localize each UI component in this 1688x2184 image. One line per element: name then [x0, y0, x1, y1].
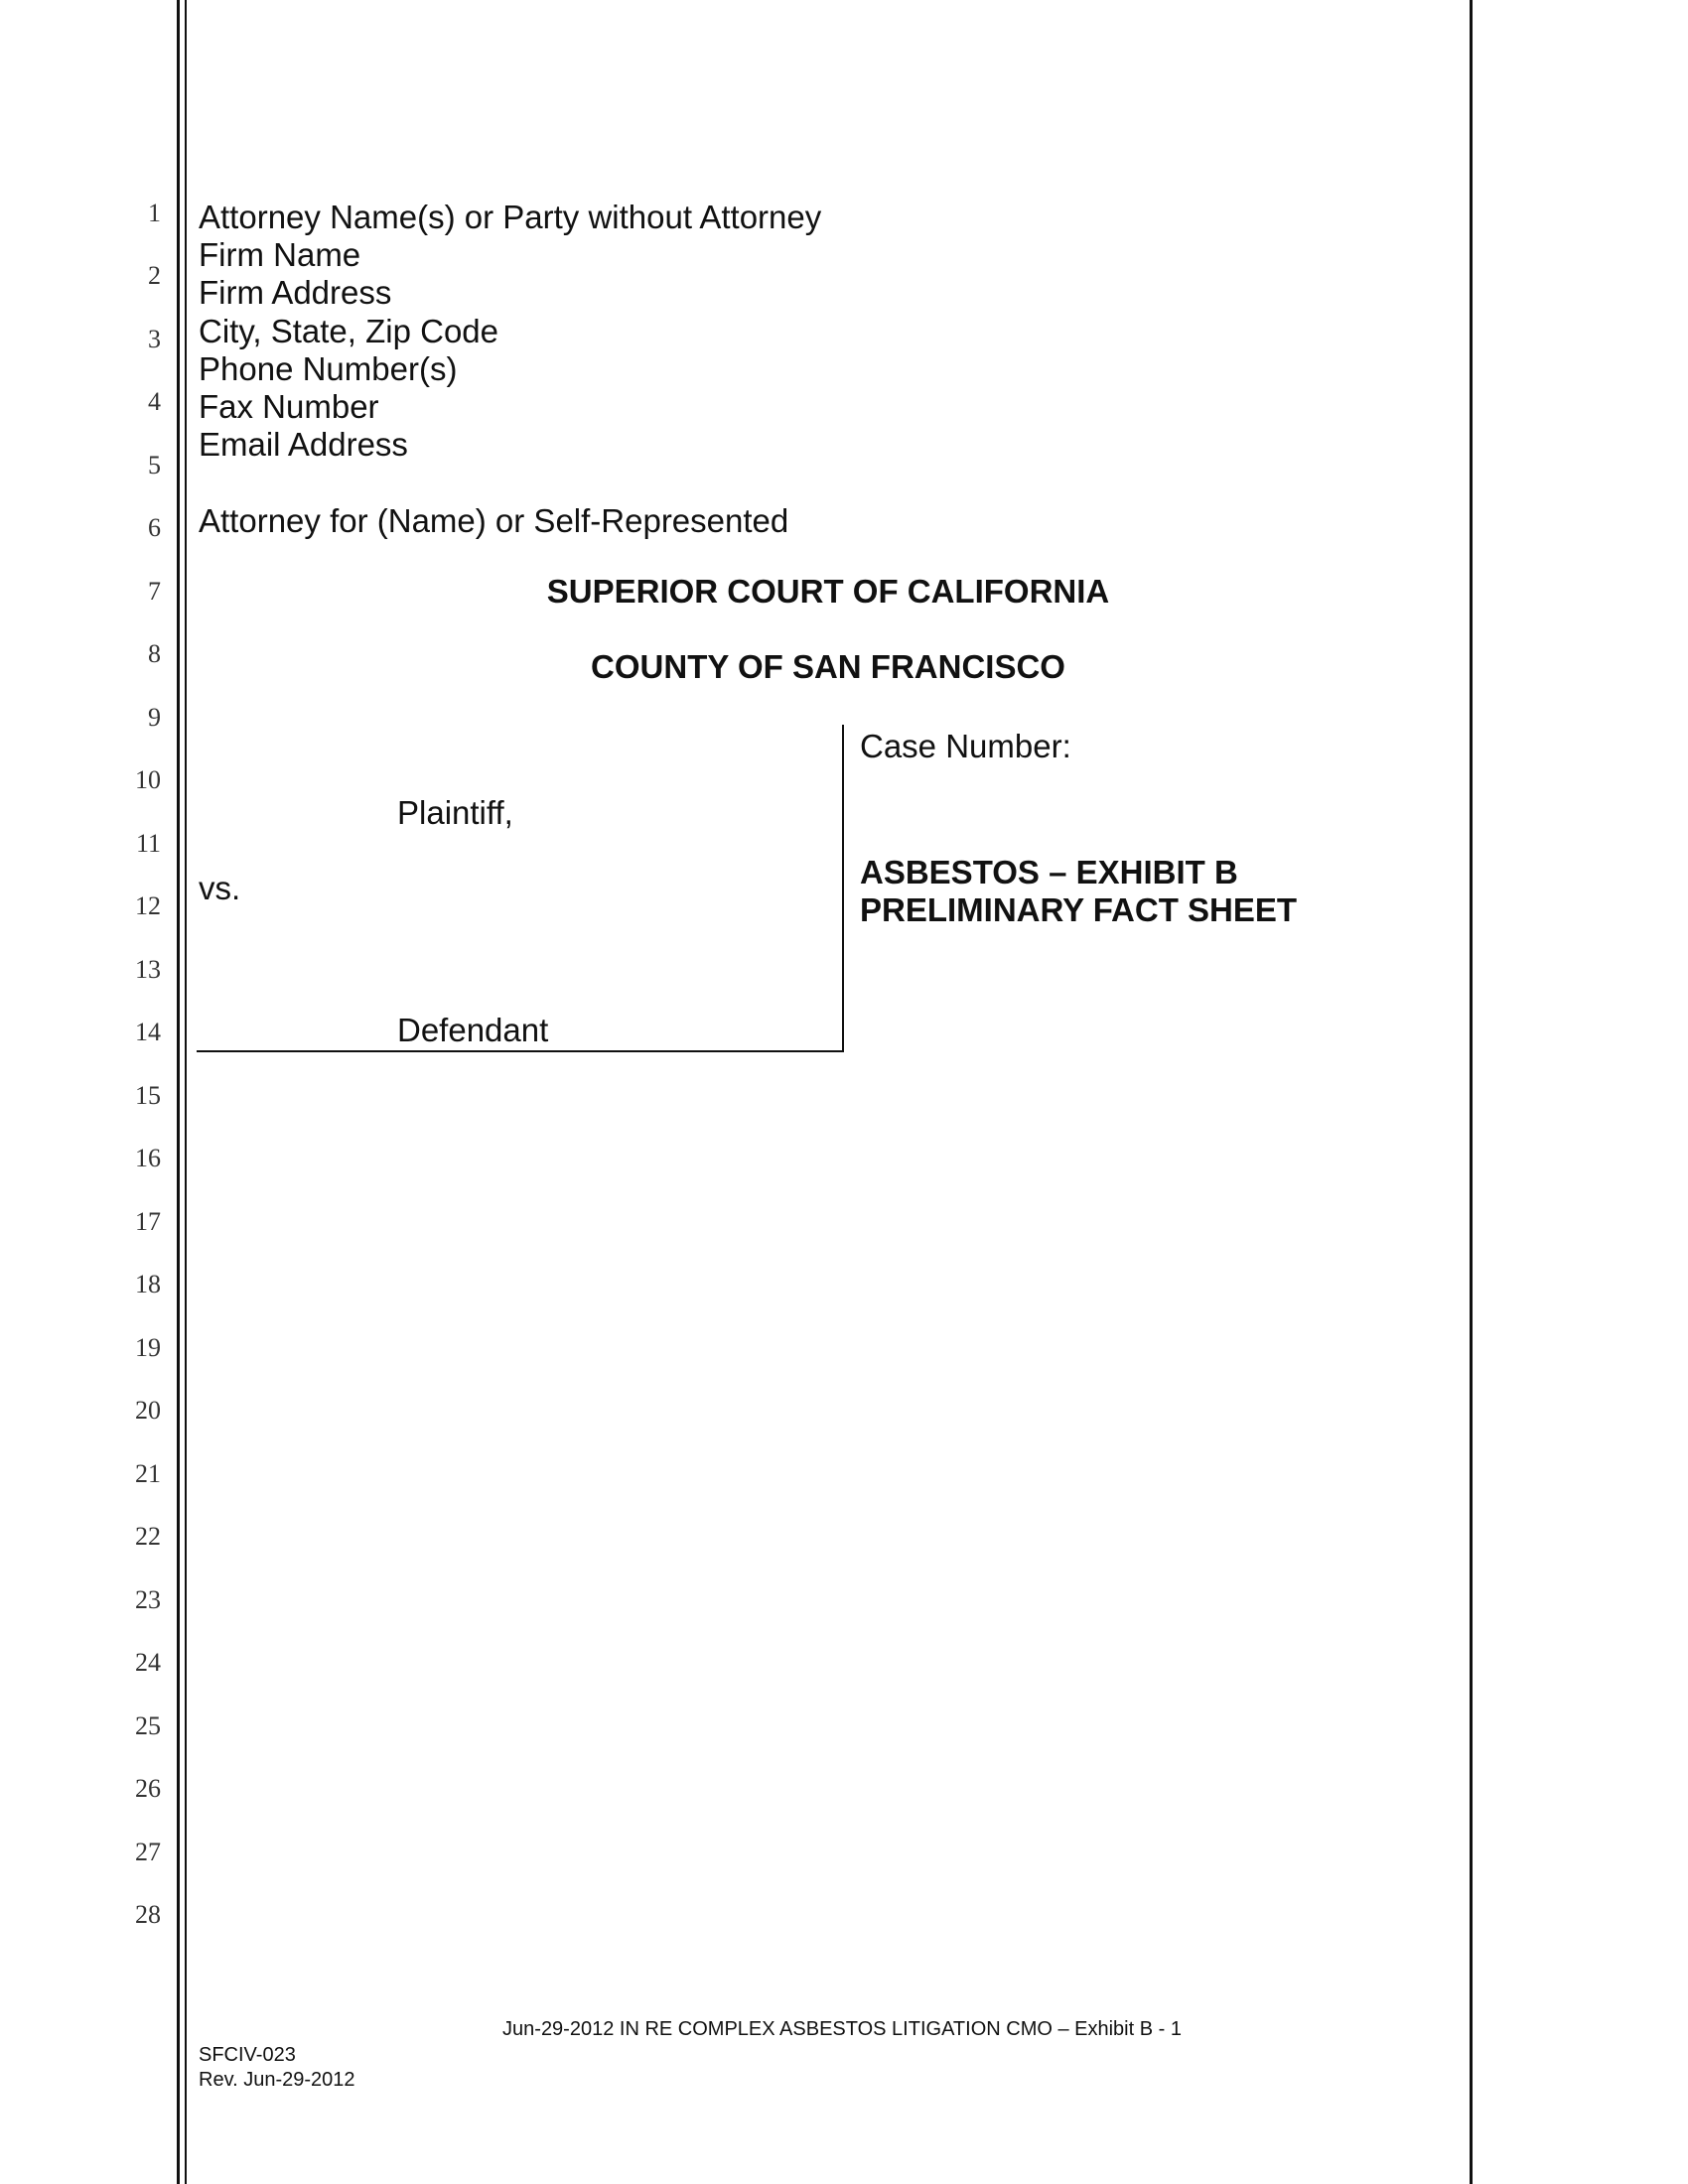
- line-number: 28: [135, 1900, 161, 1929]
- line-number: 20: [135, 1396, 161, 1425]
- line-number: 26: [135, 1774, 161, 1803]
- line-number: 5: [148, 451, 161, 479]
- footer-caption: Jun-29-2012 IN RE COMPLEX ASBESTOS LITIGATION CMO – Exhibit B - 1: [502, 2018, 1182, 2040]
- line-number: 23: [135, 1585, 161, 1614]
- right-margin-rule: [1470, 0, 1473, 2184]
- court-county: COUNTY OF SAN FRANCISCO: [591, 648, 1065, 685]
- document-title-line2: PRELIMINARY FACT SHEET: [860, 891, 1298, 928]
- line-number: 17: [135, 1207, 161, 1236]
- line-number: 3: [148, 325, 161, 353]
- city-state-zip: City, State, Zip Code: [199, 313, 499, 349]
- line-number: 14: [135, 1018, 161, 1046]
- phone-number: Phone Number(s): [199, 350, 458, 387]
- line-number: 22: [135, 1522, 161, 1551]
- line-number: 15: [135, 1081, 161, 1110]
- line-number: 27: [135, 1838, 161, 1866]
- line-number: 13: [135, 955, 161, 984]
- line-number: 7: [148, 577, 161, 606]
- form-id: SFCIV-023: [199, 2044, 296, 2066]
- fax-number: Fax Number: [199, 388, 379, 425]
- line-number: 11: [135, 829, 161, 858]
- line-number: 19: [135, 1333, 161, 1362]
- left-margin-rule-inner: [185, 0, 187, 2184]
- attorney-for: Attorney for (Name) or Self-Represented: [199, 502, 789, 539]
- line-number: 21: [135, 1459, 161, 1488]
- firm-name: Firm Name: [199, 236, 361, 273]
- line-number: 16: [135, 1144, 161, 1172]
- email-address: Email Address: [199, 426, 408, 463]
- document-title-line1: ASBESTOS – EXHIBIT B: [860, 854, 1238, 890]
- form-revision: Rev. Jun-29-2012: [199, 2069, 355, 2091]
- left-margin-rule-outer: [177, 0, 180, 2184]
- line-number: 10: [135, 765, 161, 794]
- line-number: 18: [135, 1270, 161, 1298]
- line-number: 24: [135, 1648, 161, 1677]
- plaintiff-label: Plaintiff,: [397, 794, 513, 831]
- defendant-label: Defendant: [397, 1012, 549, 1048]
- versus-label: vs.: [199, 870, 241, 906]
- line-number: 8: [148, 639, 161, 668]
- line-number: 12: [135, 891, 161, 920]
- line-number: 1: [148, 199, 161, 227]
- line-number: 9: [148, 703, 161, 732]
- firm-address: Firm Address: [199, 274, 392, 311]
- line-number: 25: [135, 1711, 161, 1740]
- line-number: 4: [148, 387, 161, 416]
- line-number: 2: [148, 261, 161, 290]
- court-name: SUPERIOR COURT OF CALIFORNIA: [546, 573, 1110, 610]
- case-number-label: Case Number:: [860, 728, 1071, 764]
- caption-divider-rule: [842, 725, 844, 1052]
- caption-bottom-rule: [197, 1050, 844, 1052]
- attorney-name: Attorney Name(s) or Party without Attorney: [199, 199, 822, 235]
- line-number: 6: [148, 513, 161, 542]
